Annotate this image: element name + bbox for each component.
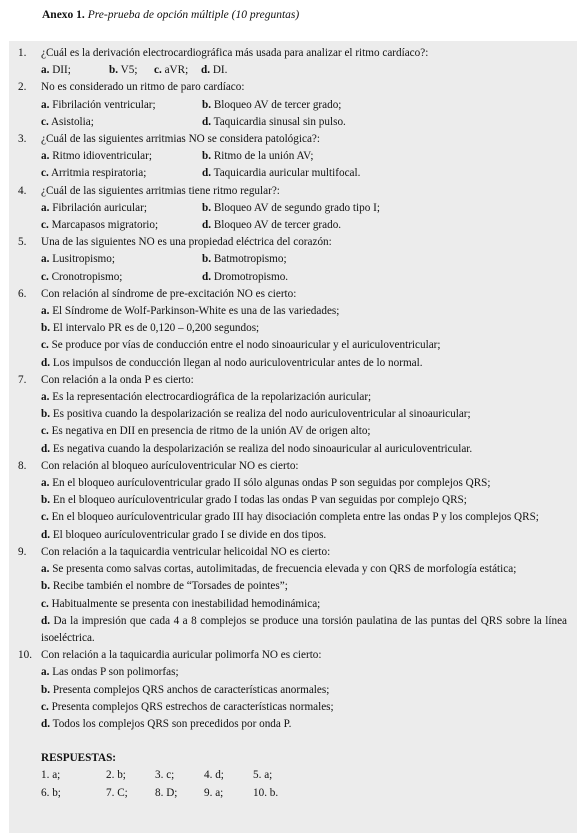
option-row bbox=[41, 475, 577, 492]
answers-title: RESPUESTAS: bbox=[41, 752, 117, 765]
option-row bbox=[41, 251, 577, 268]
option-letter: b. bbox=[41, 683, 51, 696]
option-row bbox=[41, 613, 577, 647]
question-line bbox=[9, 183, 577, 200]
option-d bbox=[202, 114, 346, 131]
option-c bbox=[41, 596, 320, 613]
option-letter: d. bbox=[41, 614, 51, 627]
option-text: En el bloqueo aurículoventricular grado III hay disociación completa entre las ondas P y los complejos QRS; bbox=[51, 511, 539, 524]
options bbox=[9, 62, 577, 79]
option-row bbox=[41, 200, 577, 217]
option-a bbox=[41, 200, 202, 217]
option-row bbox=[41, 561, 577, 578]
option-letter: c. bbox=[41, 511, 49, 524]
options bbox=[9, 664, 577, 733]
answer-item: 7. C; bbox=[106, 786, 128, 799]
options bbox=[9, 251, 577, 285]
question-number: 6. bbox=[18, 287, 27, 300]
question-text: Con relación a la taquicardia auricular polimorfa NO es cierto: bbox=[41, 649, 322, 662]
option-row bbox=[41, 509, 577, 526]
annex-label: Anexo 1. bbox=[42, 9, 85, 21]
option-letter: d. bbox=[41, 717, 51, 730]
option-text: Cronotropismo; bbox=[51, 270, 123, 283]
question-6 bbox=[9, 286, 577, 372]
option-text: Taquicardia sinusal sin pulso. bbox=[213, 115, 346, 128]
annex-header bbox=[42, 9, 299, 21]
option-text: DII; bbox=[52, 64, 71, 77]
option-row bbox=[41, 97, 577, 114]
option-a bbox=[41, 148, 202, 165]
option-c bbox=[41, 217, 202, 234]
option-letter: d. bbox=[201, 64, 211, 77]
question-number: 5. bbox=[18, 236, 27, 249]
question-text: Una de las siguientes NO es una propiedad eléctrica del corazón: bbox=[41, 236, 332, 249]
question-number: 9. bbox=[18, 545, 27, 558]
question-5 bbox=[9, 234, 577, 286]
option-text: Todos los complejos QRS son precedidos por onda P. bbox=[52, 717, 292, 730]
option-letter: b. bbox=[202, 150, 212, 163]
option-letter: b. bbox=[41, 408, 51, 421]
option-letter: a. bbox=[41, 150, 50, 163]
answer-item: 2. b; bbox=[106, 769, 126, 782]
option-letter: b. bbox=[41, 494, 51, 507]
option-b bbox=[202, 200, 380, 217]
option-row bbox=[41, 217, 577, 234]
option-text: Da la impresión que cada 4 a 8 complejos se produce una torsión paulatina de las puntas del QRS sobre la línea isoeléctrica. bbox=[41, 614, 568, 644]
answer-item: 9. a; bbox=[204, 786, 224, 799]
options bbox=[9, 148, 577, 182]
option-letter: b. bbox=[41, 580, 51, 593]
option-letter: a. bbox=[41, 563, 50, 576]
option-text: Habitualmente se presenta con inestabilidad hemodinámica; bbox=[51, 597, 321, 610]
option-text: Dromotropismo. bbox=[213, 270, 289, 283]
options bbox=[9, 389, 577, 458]
option-text: Es positiva cuando la despolarización se realiza del nodo auriculoventricular al sinoauricular; bbox=[52, 408, 471, 421]
option-text: Fibrilación ventricular; bbox=[52, 98, 156, 111]
option-text: Lusitropismo; bbox=[52, 253, 115, 266]
option-b bbox=[41, 320, 259, 337]
answers-section bbox=[9, 750, 577, 802]
option-a bbox=[41, 389, 371, 406]
option-c bbox=[41, 423, 371, 440]
option-letter: b. bbox=[202, 98, 212, 111]
option-d bbox=[41, 613, 567, 647]
option-b bbox=[41, 492, 467, 509]
option-letter: c. bbox=[154, 64, 162, 77]
option-a bbox=[41, 251, 202, 268]
question-8 bbox=[9, 458, 577, 544]
option-b bbox=[41, 406, 471, 423]
question-2 bbox=[9, 79, 577, 131]
question-number: 4. bbox=[18, 184, 27, 197]
options bbox=[9, 303, 577, 372]
option-text: Marcapasos migratorio; bbox=[51, 219, 159, 232]
option-text: Bloqueo AV de tercer grado. bbox=[213, 219, 342, 232]
option-letter: c. bbox=[41, 219, 49, 232]
option-letter: a. bbox=[41, 253, 50, 266]
option-letter: a. bbox=[41, 98, 50, 111]
question-line bbox=[9, 647, 577, 664]
option-text: Presenta complejos QRS anchos de características anormales; bbox=[52, 683, 330, 696]
option-letter: d. bbox=[202, 219, 212, 232]
option-letter: c. bbox=[41, 597, 49, 610]
option-text: Se produce por vías de conducción entre el nodo sinoauricular y el auriculoventricular; bbox=[51, 339, 441, 352]
question-1 bbox=[9, 45, 577, 79]
question-7 bbox=[9, 372, 577, 458]
option-c bbox=[41, 114, 202, 131]
option-text: Recibe también el nombre de “Torsades de pointes”; bbox=[52, 580, 288, 593]
option-c bbox=[41, 337, 441, 354]
question-number: 10. bbox=[18, 649, 32, 662]
question-line bbox=[9, 372, 577, 389]
option-text: El Síndrome de Wolf-Parkinson-White es una de las variedades; bbox=[52, 305, 340, 318]
option-row bbox=[41, 406, 577, 423]
question-line bbox=[9, 544, 577, 561]
option-text: Las ondas P son polimorfas; bbox=[52, 666, 179, 679]
answer-item: 8. D; bbox=[155, 786, 178, 799]
question-line bbox=[9, 45, 577, 62]
question-9 bbox=[9, 544, 577, 647]
option-text: Los impulsos de conducción llegan al nodo auriculoventricular antes de lo normal. bbox=[52, 356, 423, 369]
option-letter: a. bbox=[41, 477, 50, 490]
options bbox=[9, 561, 577, 647]
question-text: ¿Cuál es la derivación electrocardiográfica más usada para analizar el ritmo cardíaco?: bbox=[41, 47, 429, 59]
option-text: Ritmo idioventricular; bbox=[52, 150, 152, 163]
option-text: Batmotropismo; bbox=[213, 253, 287, 266]
options bbox=[9, 475, 577, 544]
option-d bbox=[202, 269, 288, 286]
option-row bbox=[41, 596, 577, 613]
question-text: ¿Cuál de las siguientes arritmias tiene ritmo regular?: bbox=[41, 184, 280, 197]
option-b bbox=[109, 62, 154, 79]
option-d bbox=[41, 716, 291, 733]
option-text: El bloqueo aurículoventricular grado I se divide en dos tipos. bbox=[52, 528, 327, 541]
option-c bbox=[41, 165, 202, 182]
option-a bbox=[41, 303, 339, 320]
option-b bbox=[202, 251, 287, 268]
option-text: Es negativa en DII en presencia de ritmo de la unión AV de origen alto; bbox=[51, 425, 371, 438]
option-letter: a. bbox=[41, 391, 50, 404]
option-text: Se presenta como salvas cortas, autolimitadas, de frecuencia elevada y con QRS de morfología estática; bbox=[52, 563, 517, 576]
option-letter: b. bbox=[109, 64, 119, 77]
option-text: Presenta complejos QRS estrechos de características normales; bbox=[51, 700, 334, 713]
option-text: Taquicardia auricular multifocal. bbox=[213, 167, 361, 180]
option-letter: a. bbox=[41, 666, 50, 679]
answer-item: 10. b. bbox=[253, 786, 279, 799]
question-number: 7. bbox=[18, 373, 27, 386]
option-text: Ritmo de la unión AV; bbox=[213, 150, 314, 163]
option-a bbox=[41, 475, 491, 492]
option-row bbox=[41, 355, 577, 372]
option-text: El intervalo PR es de 0,120 – 0,200 segundos; bbox=[52, 322, 260, 335]
option-row bbox=[41, 716, 577, 733]
option-a bbox=[41, 62, 109, 79]
option-c bbox=[41, 269, 202, 286]
option-letter: a. bbox=[41, 64, 50, 77]
question-line bbox=[9, 79, 577, 96]
option-letter: c. bbox=[41, 167, 49, 180]
option-text: Es la representación electrocardiográfica de la repolarización auricular; bbox=[52, 391, 372, 404]
option-row bbox=[41, 269, 577, 286]
option-text: Bloqueo AV de tercer grado; bbox=[213, 98, 342, 111]
answers-row bbox=[41, 767, 577, 784]
quiz-content bbox=[9, 45, 577, 802]
option-row bbox=[41, 303, 577, 320]
answer-item: 3. c; bbox=[155, 769, 175, 782]
question-number: 1. bbox=[18, 47, 27, 59]
option-row bbox=[41, 664, 577, 681]
option-row bbox=[41, 578, 577, 595]
option-row bbox=[41, 320, 577, 337]
option-text: DI. bbox=[212, 64, 228, 77]
option-c bbox=[41, 509, 539, 526]
option-d bbox=[202, 217, 341, 234]
option-row bbox=[41, 682, 577, 699]
option-row bbox=[41, 389, 577, 406]
option-row bbox=[41, 337, 577, 354]
question-number: 8. bbox=[18, 459, 27, 472]
option-text: aVR; bbox=[164, 64, 189, 77]
option-letter: d. bbox=[202, 167, 212, 180]
option-letter: a. bbox=[41, 305, 50, 318]
option-letter: c. bbox=[41, 700, 49, 713]
option-text: En el bloqueo aurículoventricular grado I todas las ondas P van seguidas por complejo QRS; bbox=[52, 494, 467, 507]
question-text: Con relación al síndrome de pre-excitación NO es cierto: bbox=[41, 287, 297, 300]
option-row bbox=[41, 148, 577, 165]
question-text: Con relación al bloqueo aurículoventricular NO es cierto: bbox=[41, 459, 299, 472]
option-letter: c. bbox=[41, 115, 49, 128]
option-letter: c. bbox=[41, 270, 49, 283]
option-letter: b. bbox=[41, 322, 51, 335]
question-text: Con relación a la onda P es cierto: bbox=[41, 373, 194, 386]
option-d bbox=[201, 62, 227, 79]
option-row bbox=[41, 165, 577, 182]
option-row bbox=[41, 423, 577, 440]
question-line bbox=[9, 458, 577, 475]
option-text: Arritmia respiratoria; bbox=[50, 167, 147, 180]
option-row bbox=[41, 699, 577, 716]
option-letter: d. bbox=[202, 115, 212, 128]
option-text: Asistolia; bbox=[50, 115, 94, 128]
option-letter: b. bbox=[202, 253, 212, 266]
question-line bbox=[9, 234, 577, 251]
options bbox=[9, 200, 577, 234]
question-text: ¿Cuál de las siguientes arritmias NO se considera patológica?: bbox=[41, 133, 320, 146]
answer-item: 4. d; bbox=[204, 769, 224, 782]
option-letter: b. bbox=[202, 201, 212, 214]
question-text: No es considerado un ritmo de paro cardíaco: bbox=[41, 81, 245, 94]
option-b bbox=[41, 682, 329, 699]
option-letter: d. bbox=[202, 270, 212, 283]
option-letter: d. bbox=[41, 442, 51, 455]
option-row bbox=[41, 492, 577, 509]
answer-item: 1. a; bbox=[41, 769, 61, 782]
option-d bbox=[41, 441, 472, 458]
option-letter: d. bbox=[41, 356, 51, 369]
answer-item: 6. b; bbox=[41, 786, 61, 799]
quiz-panel bbox=[9, 41, 577, 833]
question-10 bbox=[9, 647, 577, 733]
question-4 bbox=[9, 183, 577, 235]
answer-item: 5. a; bbox=[253, 769, 273, 782]
question-line bbox=[9, 286, 577, 303]
option-row bbox=[41, 62, 577, 79]
option-row bbox=[41, 527, 577, 544]
question-line bbox=[9, 131, 577, 148]
answers-row bbox=[41, 785, 577, 802]
option-letter: a. bbox=[41, 201, 50, 214]
option-d bbox=[41, 355, 423, 372]
option-letter: d. bbox=[41, 528, 51, 541]
option-text: Fibrilación auricular; bbox=[52, 201, 147, 214]
option-row bbox=[41, 114, 577, 131]
option-text: Es negativa cuando la despolarización se realiza del nodo sinoauricular al auriculoventricular. bbox=[52, 442, 473, 455]
option-letter: c. bbox=[41, 339, 49, 352]
question-number: 2. bbox=[18, 81, 27, 94]
option-row bbox=[41, 441, 577, 458]
question-3 bbox=[9, 131, 577, 183]
option-b bbox=[202, 148, 313, 165]
option-b bbox=[41, 578, 288, 595]
option-text: V5; bbox=[120, 64, 138, 77]
option-c bbox=[154, 62, 201, 79]
question-number: 3. bbox=[18, 133, 27, 146]
options bbox=[9, 97, 577, 131]
option-d bbox=[202, 165, 360, 182]
option-a bbox=[41, 97, 202, 114]
option-a bbox=[41, 664, 179, 681]
option-b bbox=[202, 97, 341, 114]
option-a bbox=[41, 561, 516, 578]
annex-title: Pre-prueba de opción múltiple (10 preguntas) bbox=[87, 9, 300, 21]
option-d bbox=[41, 527, 326, 544]
option-text: En el bloqueo aurículoventricular grado II sólo algunas ondas P son seguidas por complejos QRS; bbox=[52, 477, 491, 490]
option-c bbox=[41, 699, 334, 716]
question-text: Con relación a la taquicardia ventricular helicoidal NO es cierto: bbox=[41, 545, 331, 558]
option-letter: c. bbox=[41, 425, 49, 438]
option-text: Bloqueo AV de segundo grado tipo I; bbox=[213, 201, 380, 214]
